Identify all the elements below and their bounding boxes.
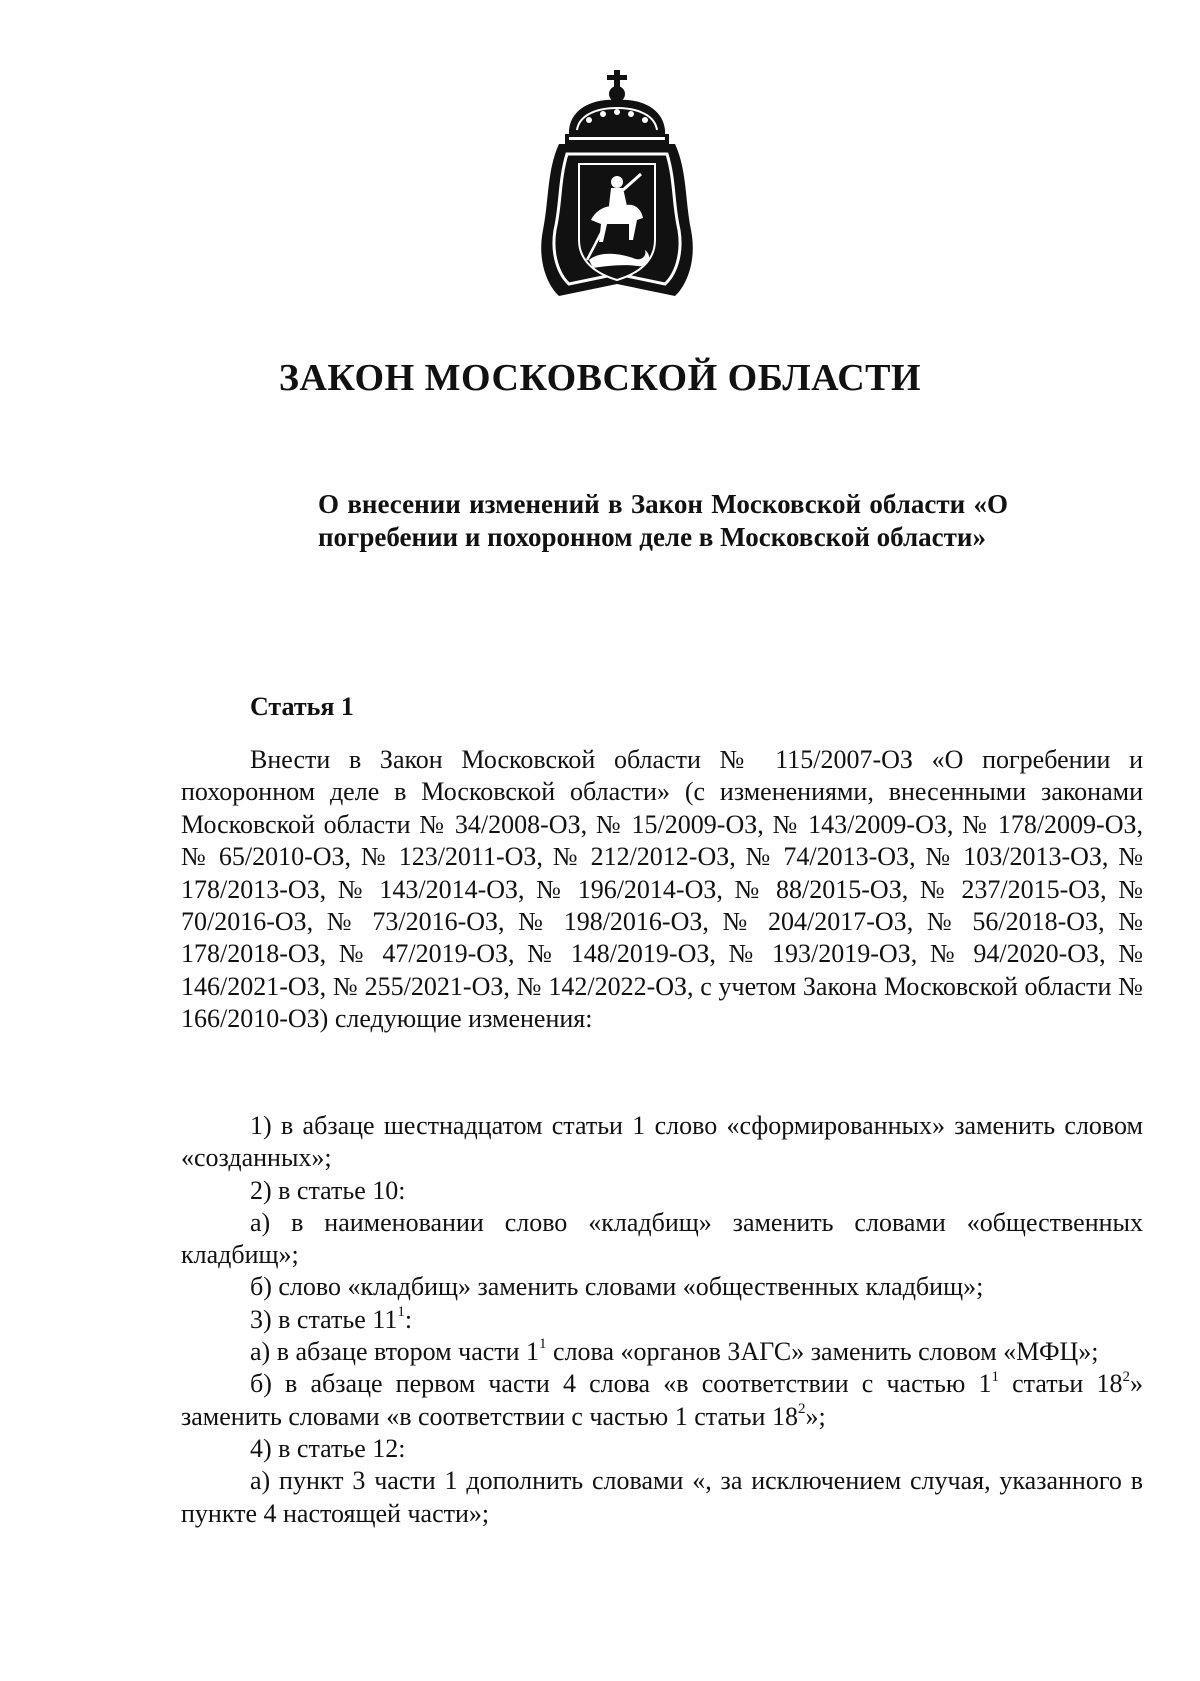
- superscript: 1: [397, 1304, 405, 1321]
- article-heading: Статья 1: [250, 692, 354, 721]
- amendment-item: 2) в статье 10:: [250, 1175, 406, 1205]
- amendment-item: [181, 1336, 1143, 1368]
- article-intro-paragraph: Внести в Закон Московской области № 115/2007-ОЗ «О погребении и похоронном деле в Московской области» (с изменениями, внесенными законами Московской области № 34/2008-ОЗ, № 15/2009-ОЗ, № 143/2009-ОЗ, № 178/2009-ОЗ, № 65/2010-ОЗ, № 123/2011-ОЗ, № 212/2012-ОЗ, № 74/2013-ОЗ, № 103/2013-ОЗ, № 178/2013-ОЗ, № 143/2014-ОЗ, № 196/2014-ОЗ, № 88/2015-ОЗ, № 237/2015-ОЗ, № 70/2016-ОЗ, № 73/2016-ОЗ, № 198/2016-ОЗ, № 204/2017-ОЗ, № 56/2018-ОЗ, № 178/2018-ОЗ, № 47/2019-ОЗ, № 148/2019-ОЗ, № 193/2019-ОЗ, № 94/2020-ОЗ, № 146/2021-ОЗ, № 255/2021-ОЗ, № 142/2022-ОЗ, с учетом Закона Московской области № 166/2010-ОЗ) следующие изменения:: [181, 745, 1143, 1034]
- text-part: » заменить словами «в соответствии с частью 1 статьи 18: [181, 1369, 1143, 1431]
- text-part: б) в абзаце первом части 4 слова «в соответствии с частью 1: [250, 1369, 992, 1399]
- superscript: 1: [991, 1368, 999, 1385]
- text-part: »;: [805, 1401, 826, 1431]
- superscript: 2: [797, 1401, 806, 1418]
- superscript: 2: [1122, 1368, 1130, 1385]
- text-part: :: [404, 1304, 413, 1334]
- amendment-item: [181, 1368, 1143, 1433]
- superscript: 1: [539, 1336, 547, 1353]
- amendment-item: б) слово «кладбищ» заменить словами «общественных кладбищ»;: [250, 1272, 984, 1302]
- amendment-item: а) пункт 3 части 1 дополнить словами «, за исключением случая, указанного в пункте 4 настоящей части»;: [181, 1466, 1143, 1528]
- amendment-item: [181, 1304, 1143, 1336]
- text-part: статьи 18: [998, 1369, 1123, 1399]
- amendment-item: а) в наименовании слово «кладбищ» заменить словами «общественных кладбищ»;: [181, 1207, 1143, 1270]
- amendment-list: [181, 1110, 1143, 1530]
- amendment-item: 1) в абзаце шестнадцатом статьи 1 слово «сформированных» заменить словом «созданных»;: [181, 1111, 1143, 1173]
- text-part: 3) в статье 11: [250, 1304, 398, 1334]
- coat-of-arms-icon: [537, 70, 697, 302]
- amendment-item: 4) в статье 12:: [250, 1433, 406, 1463]
- law-subtitle: О внесении изменений в Закон Московской области «О погребении и похоронном деле в Московской области»: [318, 489, 1008, 552]
- text-part: слова «органов ЗАГС» заменить словом «МФЦ»;: [546, 1337, 1099, 1367]
- law-title: ЗАКОН МОСКОВСКОЙ ОБЛАСТИ: [278, 357, 922, 399]
- text-part: а) в абзаце втором части 1: [250, 1337, 540, 1367]
